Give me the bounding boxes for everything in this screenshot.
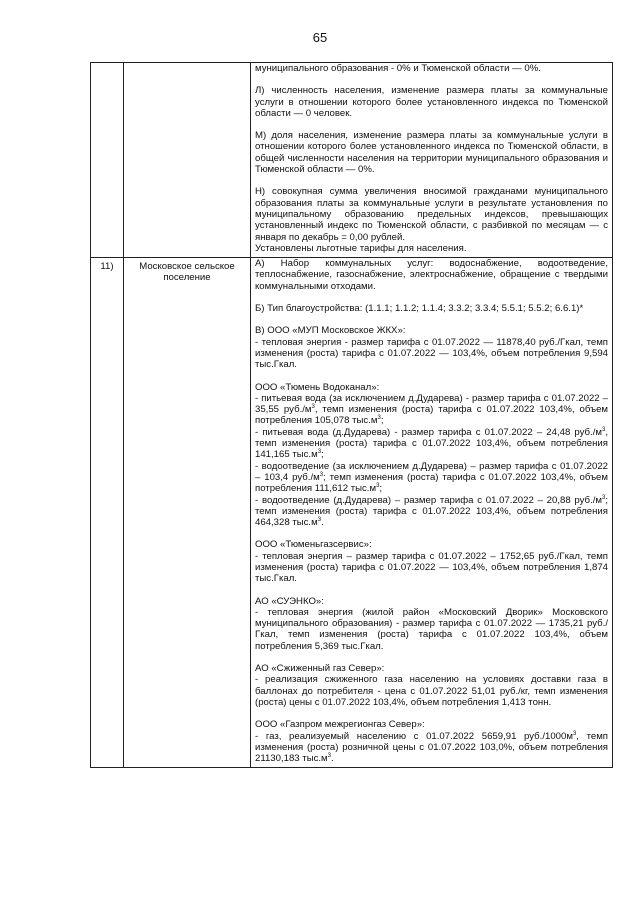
benefit-note: Установлены льготные тарифы для населения. <box>255 242 467 254</box>
gazprom-gas: - газ, реализуемый населению с 01.07.2022 5659,91 $руб./1000м^3$, темп изменения (роста) розничной цены с 01.07.2022 103,0%, объем потребления 21130,183 $тыс.м^3$. <box>255 730 609 765</box>
item-a: А) Набор коммунальных услуг: водоснабжение, водоотведение, теплоснабжение, газоснабжение, электроснабжение, обращение с твердыми коммунальными отходами. <box>255 258 608 292</box>
item-v-title: В) ООО «МУП Московское ЖКХ»: <box>255 325 406 337</box>
liquefied-gas-price: - реализация сжиженного газа населению на условиях доставки газа в баллонах до потребителя - цена с 01.07.2022 51,01 руб./кг, темп изменения (роста) цены с 01.07.2022 103,4%, объем потребления 1,413 тонн. <box>255 674 608 708</box>
table-row <box>91 63 613 258</box>
vodokanal-sewer-1: - водоотведение (за исключением д.Дударева) – размер тарифа с 01.07.2022 – 103,4 $руб./м^3$; темп изменения (роста) тарифа с 01.07.2022 103,4%, объем потребления 111,612 $тыс.м^3$; <box>255 460 608 495</box>
number-cell <box>91 63 124 258</box>
item-l: Л) численность населения, изменение размера платы за коммунальные услуги в отношении которого более установленного индекса по Тюменской области — 0 человек. <box>255 85 608 119</box>
item-v-heat: - тепловая энергия - размер тарифа с 01.07.2022 — 11878,40 руб./Гкал, темп изменения (роста) тарифа с 01.07.2022 — 103,4%, объем потребления 9,594 тыс.Гкал. <box>255 336 608 371</box>
item-n: Н) совокупная сумма увеличения вносимой гражданами муниципального образования платы за коммунальные услуги в результате установления по муниципальному образованию предельных индексов, превышающих установленный индекс по Тюменской области, с разбивкой по месяцам — с января по декабрь = 0,00 рублей. <box>255 186 608 243</box>
table-row <box>91 258 613 768</box>
gazservis-heat: - тепловая энергия – размер тарифа с 01.07.2022 – 1752,65 руб./Гкал, темп изменения (роста) тарифа с 01.07.2022 — 103,4%, объем потребления 1,874 тыс.Гкал. <box>255 550 608 585</box>
tariff-table <box>90 62 613 768</box>
content-cell <box>251 63 613 258</box>
vodokanal-water-1: - питьевая вода (за исключением д.Дударева) - размер тарифа с 01.07.2022 – 35,55 $руб./м^3$, темп изменения (роста) тарифа с 01.07.2022 103,4%, объем потребления 105,078 $тыс.м^3$; <box>255 392 608 427</box>
continuation-text: муниципального образования - 0% и Тюменской области — 0%. <box>255 63 541 74</box>
vodokanal-sewer-2: - водоотведение (д.Дударева) – размер тарифа с 01.07.2022 – 20,88 $руб./м^3$; темп изменения (роста) тарифа с 01.07.2022 103,4%, объем потребления 464,328 $тыс.м^3$. <box>255 494 608 529</box>
content-cell <box>251 258 613 768</box>
suenko-heat: - тепловая энергия (жилой район «Московский Дворик» Московского муниципального образования) - размер тарифа с 01.07.2022 — 1735,21 руб./Гкал, темп изменения (роста) тарифа с 01.07.2022 103,4%, объем потребления 5,369 тыс.Гкал. <box>255 606 608 652</box>
vodokanal-water-2: - питьевая вода (д.Дударева) - размер тарифа с 01.07.2022 – 24,48 $руб./м^3$, темп изменения (роста) тарифа с 01.07.2022 103,4%, объем потребления 141,165 $тыс.м^3$; <box>255 426 608 461</box>
municipality-cell <box>124 63 251 258</box>
gazservis-title: ООО «Тюменьгазсервис»: <box>255 539 372 551</box>
vodokanal-title: ООО «Тюмень Водоканал»: <box>255 381 380 393</box>
item-b: Б) Тип благоустройства: (1.1.1; 1.1.2; 1.1.4; 3.3.2; 3.3.4; 5.5.1; 5.5.2; 6.6.1)* <box>255 303 584 315</box>
item-m: М) доля населения, изменение размера платы за коммунальные услуги в отношении которого более установленного индекса по Тюменской области, в общей численности населения на территории муниципального образования и Тюменской области — 0%. <box>255 130 608 176</box>
row-number: 11) <box>91 258 124 768</box>
municipality-name: Московское сельское поселение <box>124 258 251 768</box>
liquefied-gas-title: АО «Сжиженный газ Север»: <box>255 663 385 675</box>
suenko-title: АО «СУЭНКО»: <box>255 595 324 607</box>
page-number: 65 <box>312 30 328 45</box>
gazprom-title: ООО «Газпром межрегионгаз Север»: <box>255 719 425 731</box>
